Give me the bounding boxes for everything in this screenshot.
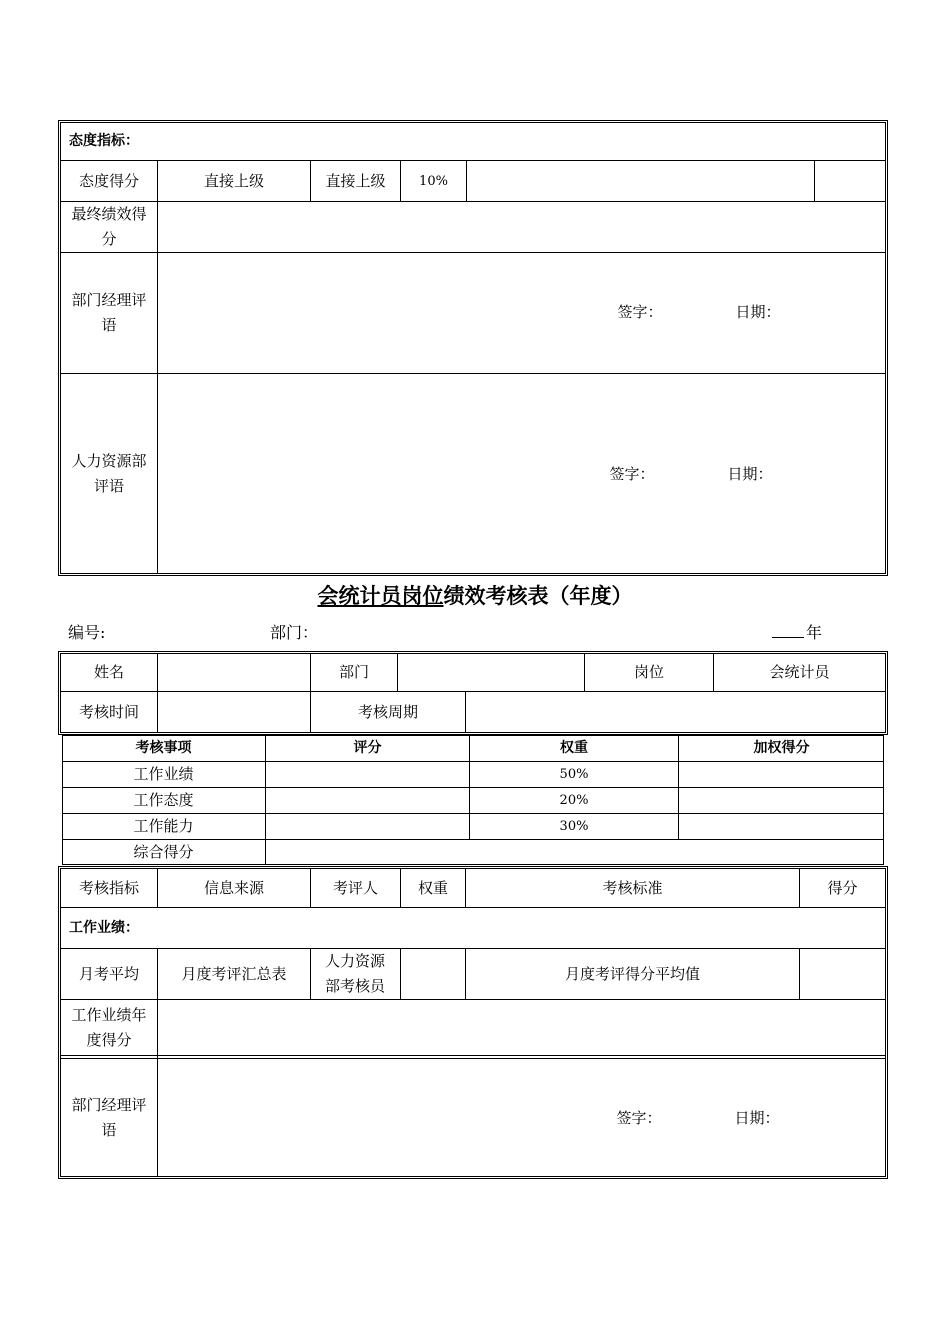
form-title-underlined: 会统计员岗位: [317, 584, 444, 608]
manager-sign-label-2: 签字：: [616, 1109, 662, 1127]
row-divider: [61, 201, 885, 202]
row-divider: [61, 373, 885, 374]
indicator-header-standard: 考核标准: [602, 878, 663, 897]
col-divider: [310, 948, 311, 999]
attitude-source: 直接上级: [203, 171, 264, 190]
manager-comment-label: 部门经理评语: [71, 291, 147, 334]
manager-comment-label-2: 部门经理评语: [71, 1095, 147, 1139]
indicator-header-rater: 考评人: [332, 878, 378, 897]
number-label: 编号:: [68, 623, 106, 642]
col-divider: [799, 948, 800, 999]
monthly-rater: 人力资源部考核员: [324, 952, 385, 995]
post-value: 会统计员: [769, 663, 830, 681]
performance-year-score-label: 工作业绩年度得分: [71, 1005, 147, 1049]
summary-row-item: 工作态度: [133, 791, 194, 809]
row-divider: [61, 1055, 885, 1056]
indicator-header-weight: 权重: [417, 878, 448, 897]
col-divider: [397, 654, 398, 691]
hr-date-label: 日期：: [727, 465, 773, 483]
monthly-source: 月度考评汇总表: [181, 964, 287, 983]
attitude-indicator-header: 态度指标：: [69, 132, 139, 149]
hr-comment-label: 人力资源部评语: [71, 452, 147, 495]
row-divider: [61, 691, 885, 692]
summary-header-score: 评分: [353, 739, 382, 756]
department-label: 部门: [338, 663, 369, 681]
indicator-header-score: 得分: [827, 878, 858, 897]
attitude-rater: 直接上级: [325, 171, 386, 190]
assessment-period-label: 考核周期: [357, 702, 418, 721]
col-divider: [400, 948, 401, 999]
col-divider: [466, 160, 467, 201]
year-suffix: 年: [806, 623, 823, 642]
attitude-score-label: 态度得分: [78, 171, 139, 190]
row-divider: [61, 252, 885, 253]
col-divider: [814, 160, 815, 201]
col-divider: [157, 654, 158, 732]
monthly-standard: 月度考评得分平均值: [564, 964, 700, 983]
manager-date-label-2: 日期：: [734, 1109, 780, 1127]
summary-header-weight: 权重: [560, 739, 588, 756]
summary-row-item: 工作业绩: [133, 765, 194, 783]
total-score-label: 综合得分: [133, 843, 194, 861]
manager-date-label: 日期：: [735, 303, 781, 321]
monthly-average-label: 月考平均: [78, 964, 139, 983]
form-title-rest: 绩效考核表（年度）: [443, 584, 633, 608]
year-blank-line: [772, 637, 804, 638]
department-meta-label: 部门：: [270, 623, 319, 642]
indicator-header-source: 信息来源: [203, 878, 264, 897]
final-score-label: 最终绩效得分: [71, 205, 147, 248]
assessment-time-label: 考核时间: [78, 702, 139, 721]
attitude-weight: 10%: [419, 173, 448, 189]
col-divider: [157, 160, 158, 573]
indicator-header-indicator: 考核指标: [78, 878, 139, 897]
row-divider: [61, 1058, 885, 1059]
summary-header-weighted: 加权得分: [753, 739, 810, 756]
row-divider: [61, 999, 885, 1000]
summary-row-weight: 50%: [559, 767, 589, 782]
hr-sign-label: 签字：: [609, 465, 655, 483]
summary-row-weight: 30%: [559, 819, 589, 834]
manager-sign-label: 签字：: [617, 303, 663, 321]
post-label: 岗位: [633, 663, 664, 681]
summary-header-item: 考核事项: [135, 739, 192, 756]
summary-row-item: 工作能力: [133, 817, 194, 835]
summary-row-weight: 20%: [559, 793, 589, 808]
form-title: [0, 580, 950, 610]
name-label: 姓名: [93, 663, 124, 681]
performance-header: 工作业绩：: [69, 919, 139, 936]
col-divider: [465, 691, 466, 732]
